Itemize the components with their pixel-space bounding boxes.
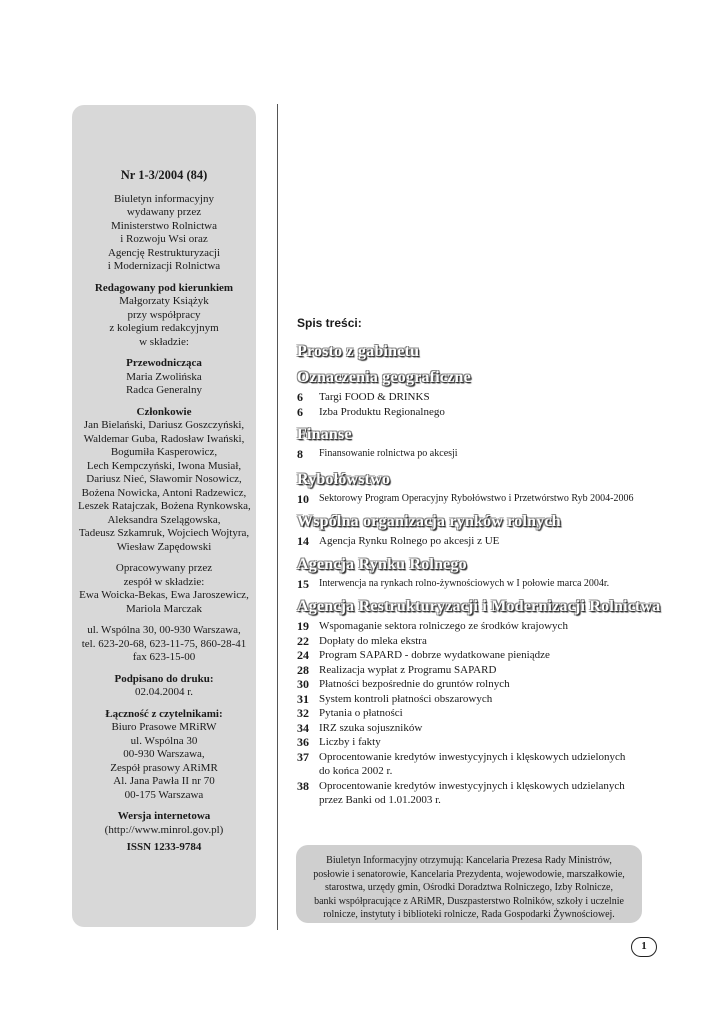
entry-title: Pytania o płatności bbox=[319, 707, 403, 719]
publisher-line: Ministerstwo Rolnictwa bbox=[110, 219, 218, 232]
entry-page: 31 bbox=[297, 691, 309, 706]
address-line: ul. Wspólna 30, 00-930 Warszawa, bbox=[87, 624, 241, 636]
chair-line: Radca Generalny bbox=[125, 384, 203, 396]
entry-title: Płatności bezpośrednie do gruntów rolnych bbox=[319, 678, 510, 690]
entry-title bbox=[319, 779, 677, 808]
note-line: posłowie i senatorowie, Kancelaria Prezydenta, wojewodowie, marszałkowie, bbox=[313, 868, 625, 880]
chair-heading: Przewodnicząca bbox=[126, 357, 202, 369]
toc-entry[interactable] bbox=[297, 447, 677, 462]
publisher-line: i Modernizacji Rolnictwa bbox=[107, 260, 221, 272]
entry-page: 6 bbox=[297, 404, 303, 419]
toc-entry[interactable] bbox=[297, 492, 677, 507]
members-info bbox=[78, 406, 250, 555]
publisher-line: wydawany przez bbox=[126, 206, 202, 218]
entry-title: Interwencja na rynkach rolno-żywnościowych w I połowie marca 2004r. bbox=[319, 577, 610, 589]
section-title[interactable]: Agencja Restrukturyzacji i Modernizacji Rolnictwa bbox=[297, 598, 661, 615]
entry-page: 24 bbox=[297, 648, 309, 662]
contact-heading: Łączność z czytelnikami: bbox=[105, 707, 223, 720]
entry-page: 30 bbox=[297, 677, 309, 691]
members-line: Waldemar Guba, Radosław Iwański, bbox=[83, 432, 245, 445]
toc-entry[interactable] bbox=[297, 692, 677, 707]
section-title[interactable]: Prosto z gabinetu bbox=[297, 343, 420, 360]
toc-entry[interactable] bbox=[297, 677, 677, 692]
editor-info bbox=[78, 282, 250, 350]
toc-entry[interactable] bbox=[297, 663, 677, 678]
entry-page: 22 bbox=[297, 633, 309, 648]
toc-section bbox=[297, 368, 677, 419]
toc-entry[interactable] bbox=[297, 779, 677, 808]
toc-entry[interactable] bbox=[297, 390, 677, 405]
toc-section bbox=[297, 425, 677, 462]
address-info bbox=[78, 624, 250, 665]
members-line: Lech Kempczyński, Iwona Musiał, bbox=[86, 459, 242, 472]
entry-page: 36 bbox=[297, 735, 309, 749]
toc-entry[interactable] bbox=[297, 534, 677, 549]
column-divider bbox=[277, 104, 278, 930]
section-title[interactable]: Oznaczenia geograficzne bbox=[297, 369, 471, 386]
toc-entry[interactable] bbox=[297, 577, 677, 592]
entry-title: Izba Produktu Regionalnego bbox=[319, 405, 445, 418]
note-line: starostwa, urzędy gmin, Ośrodki Doradztwa Rolniczego, Izby Rolnicze, bbox=[325, 882, 613, 893]
members-line: Tadeusz Szkamruk, Wojciech Wojtyra, bbox=[78, 527, 250, 539]
masthead-panel bbox=[72, 105, 256, 927]
entry-title bbox=[319, 750, 677, 779]
entry-page: 32 bbox=[297, 706, 309, 720]
print-info bbox=[78, 673, 250, 700]
editor-line: w składzie: bbox=[139, 335, 189, 348]
editor-line: przy współpracy bbox=[127, 308, 201, 321]
prepared-line: Mariola Marczak bbox=[125, 602, 203, 615]
toc-section bbox=[297, 555, 677, 592]
contact-line: 00-175 Warszawa bbox=[124, 788, 204, 801]
toc-section bbox=[297, 512, 677, 549]
members-line: Leszek Ratajczak, Bożena Rynkowska, bbox=[78, 500, 251, 512]
contact-line: ul. Wspólna 30 bbox=[130, 734, 198, 747]
members-line: Bożena Nowicka, Antoni Radzewicz, bbox=[81, 486, 247, 499]
entry-title: Realizacja wypłat z Programu SAPARD bbox=[319, 663, 497, 676]
section-title[interactable]: Wspólna organizacja rynków rolnych bbox=[297, 513, 561, 530]
toc-section bbox=[297, 342, 677, 362]
web-heading: Wersja internetowa bbox=[117, 810, 211, 822]
editor-line: Małgorzaty Książyk bbox=[119, 295, 209, 307]
entry-title: Sektorowy Program Operacyjny Rybołówstwo i Przetwórstwo Ryb 2004-2006 bbox=[319, 492, 634, 504]
section-title[interactable]: Rybołówstwo bbox=[297, 470, 391, 488]
entry-title-line: Oprocentowanie kredytów inwestycyjnych i klęskowych udzielanych bbox=[319, 779, 625, 792]
entry-title: Dopłaty do mleka ekstra bbox=[319, 634, 427, 647]
toc-section bbox=[297, 597, 677, 808]
members-line: Bogumiła Kasperowicz, bbox=[110, 446, 218, 458]
contact-line: Biuro Prasowe MRiRW bbox=[111, 721, 217, 733]
entry-title: Wspomaganie sektora rolniczego ze środków krajowych bbox=[319, 620, 568, 632]
chair-line: Maria Zwolińska bbox=[126, 370, 202, 383]
table-of-contents bbox=[297, 316, 677, 812]
toc-title: Spis treści: bbox=[297, 316, 362, 330]
section-title[interactable]: Agencja Rynku Rolnego bbox=[297, 555, 467, 573]
toc-entry[interactable] bbox=[297, 405, 677, 420]
entry-page: 10 bbox=[297, 491, 309, 506]
publisher-line: Agencję Restrukturyzacji bbox=[107, 246, 221, 259]
toc-section bbox=[297, 470, 677, 507]
web-link[interactable]: (http://www.minrol.gov.pl) bbox=[104, 823, 224, 836]
members-heading: Członkowie bbox=[136, 405, 192, 418]
print-date: 02.04.2004 r. bbox=[134, 686, 194, 698]
distribution-note bbox=[296, 845, 642, 923]
toc-entry[interactable] bbox=[297, 619, 677, 634]
prepared-line: Opracowywany przez bbox=[115, 562, 213, 574]
section-title[interactable]: Finanse bbox=[297, 426, 352, 443]
contact-line: Al. Jana Pawła II nr 70 bbox=[113, 775, 215, 787]
entry-page: 34 bbox=[297, 720, 309, 735]
entry-title: System kontroli płatności obszarowych bbox=[319, 692, 493, 705]
print-heading: Podpisano do druku: bbox=[114, 672, 214, 685]
contact-info bbox=[78, 708, 250, 803]
prepared-line: Ewa Woicka-Bekas, Ewa Jaroszewicz, bbox=[79, 589, 249, 601]
web-info bbox=[78, 810, 250, 855]
entry-title-line: do końca 2002 r. bbox=[319, 765, 393, 777]
entry-title: Finansowanie rolnictwa po akcesji bbox=[319, 448, 458, 459]
toc-entry[interactable] bbox=[297, 735, 677, 750]
prepared-line: zespół w składzie: bbox=[123, 575, 205, 588]
entry-title: Agencja Rynku Rolnego po akcesji z UE bbox=[319, 535, 500, 547]
note-line: banki współpracujące z ARiMR, Duszpasterstwo Rolników, szkoły i uczelnie bbox=[314, 895, 624, 907]
entry-title: IRZ szuka sojuszników bbox=[319, 721, 423, 734]
toc-entry[interactable] bbox=[297, 706, 677, 721]
note-line: Biuletyn Informacyjny otrzymują: Kancelaria Prezesa Rady Ministrów, bbox=[326, 855, 612, 866]
toc-entry[interactable] bbox=[297, 648, 677, 663]
entry-page: 8 bbox=[297, 447, 303, 461]
entry-title: Liczby i fakty bbox=[319, 736, 381, 748]
note-line: rolnicze, instytuty i biblioteki rolnicze, Rada Gospodarki Żywnościowej. bbox=[323, 909, 615, 920]
entry-title: Targi FOOD & DRINKS bbox=[319, 391, 430, 403]
publisher-line: Biuletyn informacyjny bbox=[114, 192, 214, 205]
entry-title: Program SAPARD - dobrze wydatkowane pieniądze bbox=[319, 649, 550, 661]
toc-entry[interactable] bbox=[297, 634, 677, 649]
toc-entry[interactable] bbox=[297, 750, 677, 779]
entry-page: 6 bbox=[297, 390, 303, 404]
toc-entry[interactable] bbox=[297, 721, 677, 736]
entry-page: 37 bbox=[297, 749, 309, 764]
entry-page: 14 bbox=[297, 534, 309, 548]
contact-line: Zespół prasowy ARiMR bbox=[110, 761, 218, 774]
issn: ISSN 1233-9784 bbox=[126, 841, 202, 853]
editor-heading: Redagowany pod kierunkiem bbox=[94, 281, 234, 294]
members-line: Wiesław Zapędowski bbox=[116, 540, 212, 553]
entry-page: 38 bbox=[297, 778, 309, 793]
entry-page: 19 bbox=[297, 619, 309, 633]
members-line: Jan Bielański, Dariusz Goszczyński, bbox=[83, 419, 245, 431]
entry-page: 28 bbox=[297, 662, 309, 677]
contact-line: 00-930 Warszawa, bbox=[123, 748, 205, 760]
address-line: fax 623-15-00 bbox=[132, 651, 196, 663]
editor-line: z kolegium redakcyjnym bbox=[109, 322, 219, 334]
publisher-line: i Rozwoju Wsi oraz bbox=[120, 233, 208, 245]
chair-info bbox=[78, 357, 250, 398]
members-line: Aleksandra Szelągowska, bbox=[107, 513, 221, 526]
page-number: 1 bbox=[631, 937, 657, 957]
entry-title-line: Oprocentowanie kredytów inwestycyjnych i klęskowych udzielonych bbox=[319, 750, 626, 763]
members-line: Dariusz Nieć, Sławomir Nosowicz, bbox=[86, 473, 242, 485]
address-line: tel. 623-20-68, 623-11-75, 860-28-41 bbox=[81, 637, 247, 650]
prepared-info bbox=[78, 562, 250, 616]
publisher-info bbox=[78, 193, 250, 274]
entry-title-line: przez Banki od 1.01.2003 r. bbox=[319, 794, 441, 806]
issue-number: Nr 1-3/2004 (84) bbox=[120, 168, 208, 182]
entry-page: 15 bbox=[297, 576, 309, 591]
